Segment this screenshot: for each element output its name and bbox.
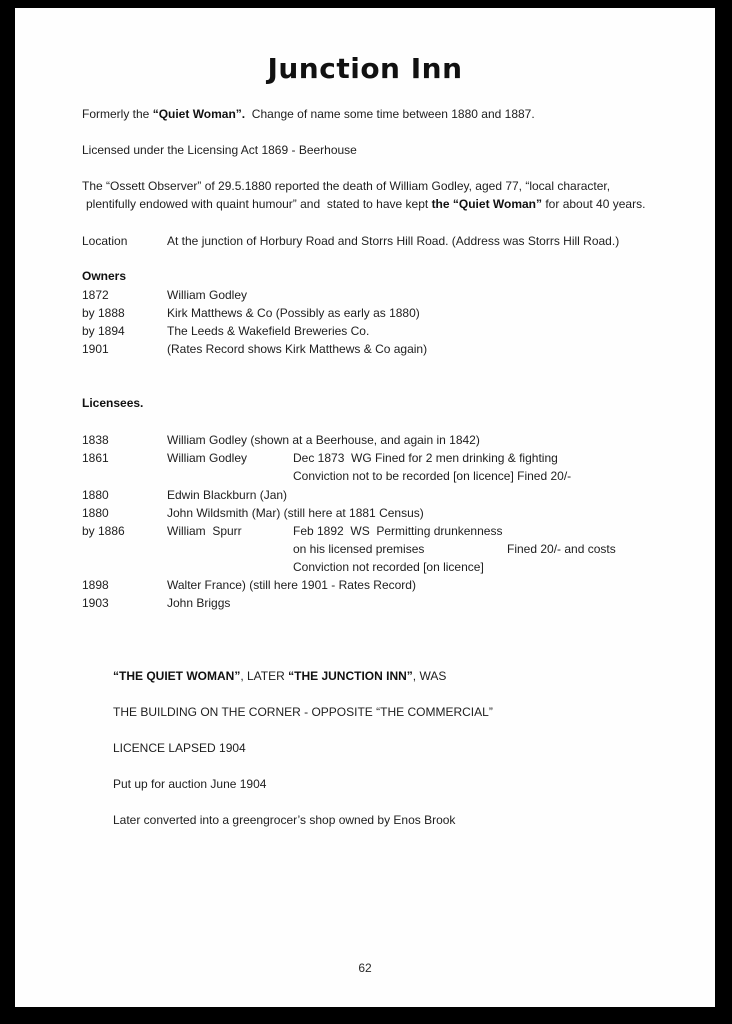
location-label: Location <box>82 234 128 248</box>
closing-line-auction: Put up for auction June 1904 <box>113 777 267 791</box>
licensee-year: by 1886 <box>82 524 125 538</box>
owner-year: by 1888 <box>82 306 125 320</box>
licensee-row-continuation <box>15 540 715 558</box>
paragraph-licensed: Licensed under the Licensing Act 1869 - Beerhouse <box>82 143 357 157</box>
licensee-name: William Godley <box>167 451 248 465</box>
location-value: At the junction of Horbury Road and Storrs Hill Road. (Address was Storrs Hill Road.) <box>167 234 620 248</box>
closing-line-licence-lapsed: LICENCE LAPSED 1904 <box>113 741 246 755</box>
formerly-bold-quiet-woman: “Quiet Woman”. <box>152 107 246 121</box>
licensee-name: William Spurr <box>167 524 242 538</box>
owner-name: (Rates Record shows Kirk Matthews & Co again) <box>167 342 428 356</box>
owner-row <box>15 340 715 358</box>
page-number: 62 <box>358 961 372 975</box>
formerly-post: Change of name some time between 1880 and 1887. <box>245 107 535 121</box>
closing-line-quiet-woman <box>113 667 446 685</box>
observer-line2-post: for about 40 years. <box>542 197 646 211</box>
licensee-name: William Godley (shown at a Beerhouse, and again in 1842) <box>167 433 480 447</box>
owner-name: Kirk Matthews & Co (Possibly as early as 1880) <box>167 306 420 320</box>
licensee-year: 1861 <box>82 451 109 465</box>
licensee-row-continuation <box>15 467 715 485</box>
licensee-note: Feb 1892 WS Permitting drunkenness <box>293 524 503 538</box>
paragraph-observer-line1: The “Ossett Observer” of 29.5.1880 reported the death of William Godley, aged 77, “local character, <box>82 179 611 193</box>
licensee-name: Edwin Blackburn (Jan) <box>167 488 288 502</box>
closing-line-greengrocer: Later converted into a greengrocer’s shop owned by Enos Brook <box>113 813 456 827</box>
licensee-row <box>15 522 715 540</box>
owner-name: The Leeds & Wakefield Breweries Co. <box>167 324 370 338</box>
licensee-year: 1880 <box>82 506 109 520</box>
licensee-row <box>15 594 715 612</box>
closing-line-building: THE BUILDING ON THE CORNER - OPPOSITE “THE COMMERCIAL” <box>113 705 493 719</box>
licensee-name: John Wildsmith (Mar) (still here at 1881 Census) <box>167 506 424 520</box>
licensee-row <box>15 504 715 522</box>
licensee-row <box>15 576 715 594</box>
licensee-note: on his licensed premises <box>293 542 425 556</box>
licensee-year: 1903 <box>82 596 109 610</box>
document-page <box>15 8 715 1007</box>
licensee-fine: Fined 20/- and costs <box>507 542 616 556</box>
closing-end: , WAS <box>412 669 447 683</box>
owners-heading: Owners <box>82 269 127 283</box>
licensees-heading: Licensees. <box>82 396 144 410</box>
owner-year: 1901 <box>82 342 109 356</box>
formerly-pre: Formerly the <box>82 107 153 121</box>
licensee-name: Walter France) (still here 1901 - Rates Record) <box>167 578 416 592</box>
licensee-year: 1838 <box>82 433 109 447</box>
owner-year: by 1894 <box>82 324 125 338</box>
licensee-year: 1880 <box>82 488 109 502</box>
licensee-row-continuation <box>15 558 715 576</box>
owner-row <box>15 304 715 322</box>
paragraph-observer-line2 <box>86 195 645 213</box>
paragraph-formerly <box>82 105 535 123</box>
licensee-row <box>15 486 715 504</box>
licensee-note: Conviction not recorded [on licence] <box>293 560 484 574</box>
closing-bold-quiet-woman: “THE QUIET WOMAN” <box>113 669 241 683</box>
owner-name: William Godley <box>167 288 248 302</box>
closing-mid: , LATER <box>240 669 289 683</box>
observer-line2-pre: plentifully endowed with quaint humour” and stated to have kept <box>86 197 432 211</box>
licensee-note: Dec 1873 WG Fined for 2 men drinking & fighting <box>293 451 558 465</box>
licensee-row <box>15 449 715 467</box>
licensee-name: John Briggs <box>167 596 231 610</box>
page-title: Junction Inn <box>267 52 463 85</box>
location-row <box>15 232 715 250</box>
owner-year: 1872 <box>82 288 109 302</box>
owner-row <box>15 286 715 304</box>
licensee-year: 1898 <box>82 578 109 592</box>
owner-row <box>15 322 715 340</box>
licensee-note: Conviction not to be recorded [on licence] Fined 20/- <box>293 469 572 483</box>
closing-bold-junction-inn: “THE JUNCTION INN” <box>288 669 413 683</box>
licensee-row <box>15 431 715 449</box>
observer-line2-bold: the “Quiet Woman” <box>431 197 543 211</box>
